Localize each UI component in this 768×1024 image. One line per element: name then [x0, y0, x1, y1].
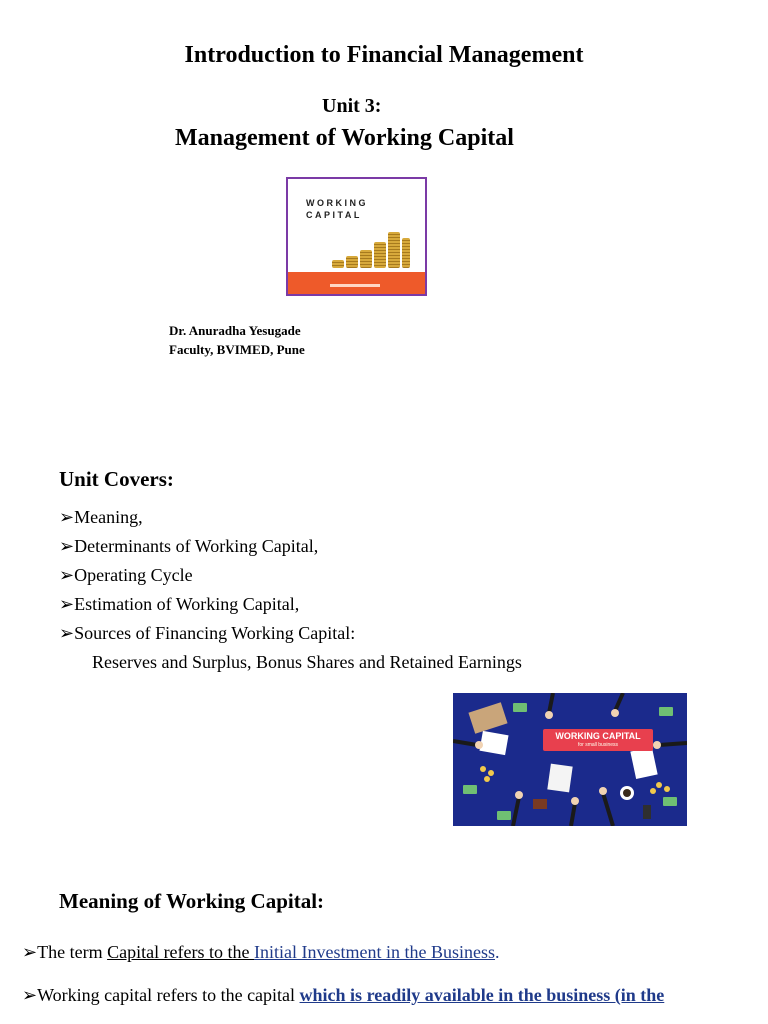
- author-name: Dr. Anuradha Yesugade: [169, 323, 301, 338]
- paragraph-text: Working capital refers to the capital: [37, 985, 300, 1005]
- arrow-bullet-icon: ➢: [22, 985, 38, 1005]
- unit-covers-heading: Unit Covers:: [59, 467, 174, 491]
- underlined-phrase: Capital refers to the: [107, 942, 255, 962]
- cover-text-line2: CAPITAL: [306, 210, 362, 220]
- list-item: [59, 590, 522, 619]
- banner-title: WORKING CAPITAL: [555, 731, 641, 741]
- arrow-bullet-icon: ➢: [22, 942, 38, 962]
- arrow-bullet-icon: ➢: [59, 536, 75, 556]
- readily-available-link[interactable]: which is readily available in the business (in the: [299, 985, 665, 1005]
- meaning-paragraph-2: [22, 985, 664, 1006]
- list-item: [59, 503, 522, 532]
- list-item: [59, 561, 522, 590]
- meaning-heading: Meaning of Working Capital:: [59, 889, 325, 913]
- author-block: [169, 321, 305, 359]
- unit-number: Unit 3:: [322, 95, 382, 117]
- coin-stack: [402, 238, 410, 268]
- wallet-icon: [533, 799, 547, 809]
- working-capital-cover-image: [286, 177, 427, 296]
- list-item-text: Sources of Financing Working Capital:: [74, 623, 356, 643]
- working-capital-banner: [543, 729, 653, 751]
- unit-title: Management of Working Capital: [175, 125, 514, 151]
- banner-subtitle: for small business: [577, 742, 618, 748]
- coin-stack: [332, 260, 344, 268]
- coffee-cup-icon: [620, 786, 634, 800]
- cover-text: [306, 197, 368, 221]
- paragraph-punctuation: .: [495, 942, 500, 962]
- arrow-bullet-icon: ➢: [59, 623, 75, 643]
- author-affiliation: Faculty, BVIMED, Pune: [169, 342, 305, 357]
- paragraph-text: The term: [37, 942, 108, 962]
- list-item-text: Estimation of Working Capital,: [74, 594, 300, 614]
- list-item-text: Determinants of Working Capital,: [74, 536, 319, 556]
- initial-investment-link[interactable]: Initial Investment in the Business: [254, 942, 496, 962]
- cover-footer-logo: [330, 284, 380, 287]
- business-desk-illustration: [453, 693, 687, 826]
- coin-stack: [374, 242, 386, 268]
- phone-icon: [643, 805, 651, 819]
- arrow-bullet-icon: ➢: [59, 507, 75, 527]
- list-item: [59, 619, 522, 648]
- meaning-paragraph-1: [22, 942, 500, 963]
- arrow-bullet-icon: ➢: [59, 594, 75, 614]
- cover-text-line1: WORKING: [306, 198, 368, 208]
- coin-stack: [346, 256, 358, 268]
- list-item-text: Meaning,: [74, 507, 143, 527]
- list-item-text: Operating Cycle: [74, 565, 193, 585]
- cover-footer-band: [288, 272, 425, 294]
- arrow-bullet-icon: ➢: [59, 565, 75, 585]
- list-sub-item: Reserves and Surplus, Bonus Shares and Retained Earnings: [92, 652, 522, 672]
- coin-stack: [388, 232, 400, 268]
- coin-stack: [360, 250, 372, 268]
- document-title: Introduction to Financial Management: [184, 42, 584, 68]
- list-item: [59, 532, 522, 561]
- unit-covers-list: [59, 503, 522, 677]
- working-capital-illustration: [453, 693, 687, 826]
